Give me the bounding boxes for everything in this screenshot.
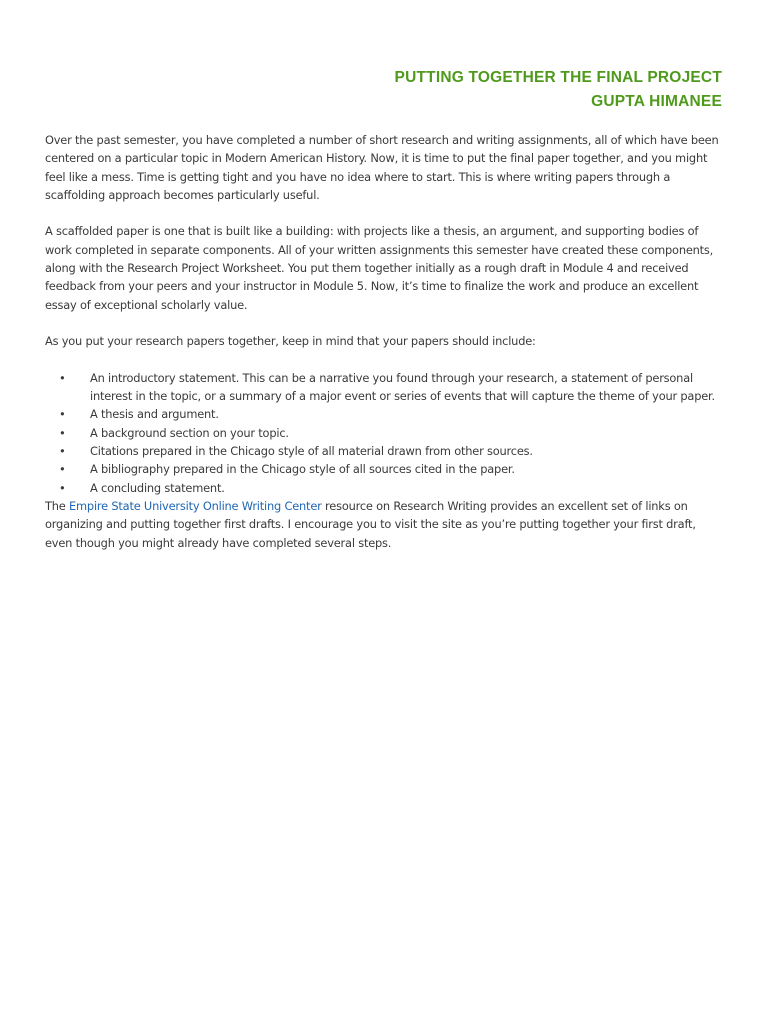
closing-paragraph (45, 497, 725, 552)
list-item (45, 460, 725, 478)
list-item-text: An introductory statement. This can be a narrative you found through your research, a statement of personal interest in the topic, or a summary of a major event or series of events that will capture the theme of your paper. (90, 370, 715, 404)
document-header (395, 66, 722, 114)
list-item (45, 405, 725, 423)
closing-text-after: resource on Research Writing provides an excellent set of links on organizing and putting together first drafts. I encourage you to visit the site as you’re putting together your first draft, even though you might already have completed several steps. (45, 498, 696, 550)
list-item-text: A thesis and argument. (90, 407, 219, 422)
list-item-text: A background section on your topic. (90, 425, 289, 440)
bullet-icon: • (59, 462, 66, 477)
list-item-text: A bibliography prepared in the Chicago style of all sources cited in the paper. (90, 462, 515, 477)
requirements-intro: As you put your research papers together, keep in mind that your papers should include: (45, 334, 536, 349)
list-item (45, 479, 725, 497)
closing-text-before: The (45, 498, 70, 513)
bullet-icon: • (59, 444, 66, 459)
bullet-icon: • (59, 480, 66, 495)
scaffold-paragraph: A scaffolded paper is one that is built like a building: with projects like a thesis, an argument, and supporting bodies of work completed in separate components. All of your written assignments this semester have created these components, along with the Research Project Worksheet. You put them together initially as a rough draft in Module 4 and received feedback from your peers and your instructor in Module 5. Now, it’s time to finalize the work and produce an excellent essay of exceptional scholarly value. (45, 224, 714, 312)
list-item (45, 442, 725, 460)
bullet-icon: • (59, 425, 66, 440)
bullet-icon: • (59, 407, 66, 422)
list-item (45, 369, 725, 406)
requirements-list (45, 369, 725, 497)
list-item-text: A concluding statement. (90, 480, 225, 495)
list-item (45, 424, 725, 442)
document-title: PUTTING TOGETHER THE FINAL PROJECT (394, 69, 722, 86)
intro-paragraph: Over the past semester, you have completed a number of short research and writing assignments, all of which have been centered on a particular topic in Modern American History. Now, it is time to put the final paper together, and you might feel like a mess. Time is getting tight and you have no idea where to start. This is where writing papers through a scaffolding approach becomes particularly useful. (45, 133, 719, 202)
list-item-text: Citations prepared in the Chicago style of all material drawn from other sources. (90, 444, 533, 459)
bullet-icon: • (59, 370, 66, 385)
document-author: GUPTA HIMANEE (591, 93, 722, 110)
document-body (45, 131, 725, 552)
writing-center-link[interactable]: Empire State University Online Writing Center (69, 498, 322, 513)
